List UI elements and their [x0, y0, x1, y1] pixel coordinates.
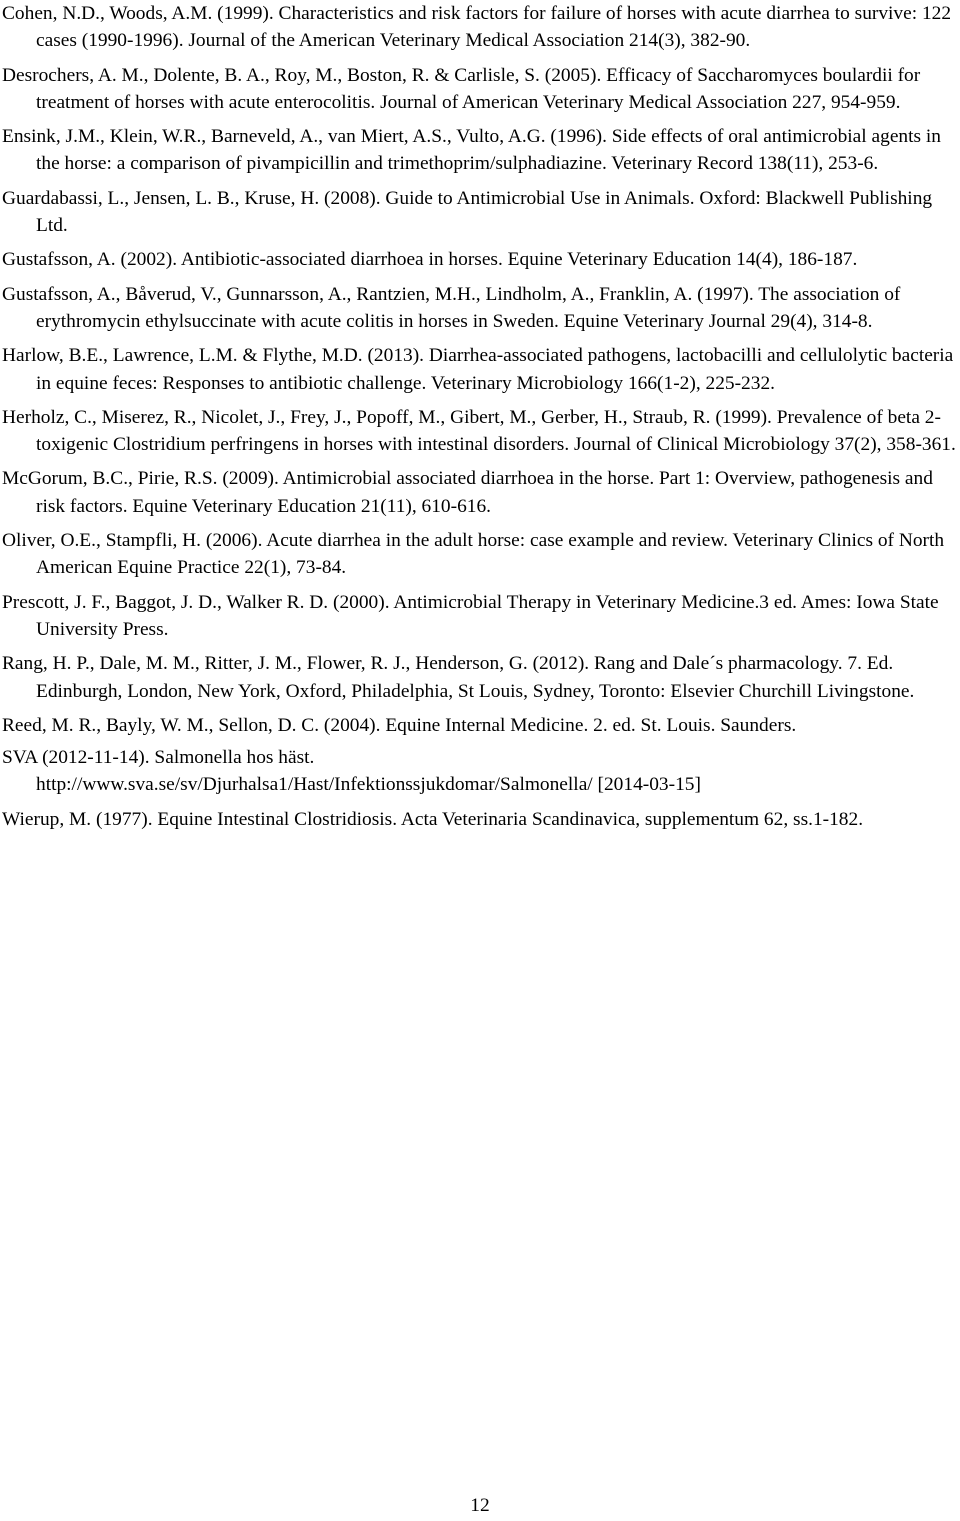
reference-entry-sva [2, 744, 958, 799]
reference-entry: Rang, H. P., Dale, M. M., Ritter, J. M., Flower, R. J., Henderson, G. (2012). Rang and Dale´s pharmacology. 7. Ed. Edinburgh, London, New York, Oxford, Philadelphia, St Louis, Sydney, Toronto: Elsevier Churchill Livingstone. [2, 653, 915, 702]
reference-entry: Harlow, B.E., Lawrence, L.M. & Flythe, M.D. (2013). Diarrhea-associated pathogens, lactobacilli and cellulolytic bacteria in equine feces: Responses to antibiotic challenge. Veterinary Microbiology 166(1-2), 225-232. [2, 345, 954, 394]
reference-entry: Herholz, C., Miserez, R., Nicolet, J., Frey, J., Popoff, M., Gibert, M., Gerber, H., Straub, R. (1999). Prevalence of beta 2-toxigenic Clostridium perfringens in horses with intestinal disorders. Journal of Clinical Microbiology 37(2), 358-361. [2, 406, 956, 456]
reference-entry: Reed, M. R., Bayly, W. M., Sellon, D. C. (2004). Equine Internal Medicine. 2. ed. St. Louis. Saunders. [2, 714, 797, 736]
reference-entry: Desrochers, A. M., Dolente, B. A., Roy, M., Boston, R. & Carlisle, S. (2005). Efficacy of Saccharomyces boulardii for treatment of horses with acute enterocolitis. Journal of American Veterinary Medical Association 227, 954-959. [2, 64, 921, 113]
reference-entry: Oliver, O.E., Stampfli, H. (2006). Acute diarrhea in the adult horse: case example and review. Veterinary Clinics of North American Equine Practice 22(1), 73-84. [2, 530, 945, 579]
page-number: 12 [470, 1495, 490, 1516]
reference-entry: Guardabassi, L., Jensen, L. B., Kruse, H. (2008). Guide to Antimicrobial Use in Animals. Oxford: Blackwell Publishing Ltd. [2, 187, 933, 237]
sva-reference-text: SVA (2012-11-14). Salmonella hos häst. [2, 747, 315, 769]
reference-entry: Gustafsson, A., Båverud, V., Gunnarsson, A., Rantzien, M.H., Lindholm, A., Franklin, A. (1997). The association of erythromycin ethylsuccinate with acute colitis in horses in Sweden. Equine Veterinary Journal 29(4), 314-8. [2, 283, 901, 332]
sva-reference-url[interactable]: http://www.sva.se/sv/Djurhalsa1/Hast/Infektionssjukdomar/Salmonella/ [2014-03-15] [36, 774, 701, 796]
reference-entry: Ensink, J.M., Klein, W.R., Barneveld, A., van Miert, A.S., Vulto, A.G. (1996). Side effects of oral antimicrobial agents in the horse: a comparison of pivampicillin and trimethoprim/sulphadiazine. Veterinary Record 138(11), 253-6. [2, 126, 941, 175]
reference-entry: Wierup, M. (1977). Equine Intestinal Clostridiosis. Acta Veterinaria Scandinavica, supplementum 62, ss.1-182. [2, 808, 864, 830]
reference-entry: Cohen, N.D., Woods, A.M. (1999). Characteristics and risk factors for failure of horses with acute diarrhea to survive: 122 cases (1990-1996). Journal of the American Veterinary Medical Association 214(3), 382-90. [2, 3, 952, 52]
reference-list [2, 0, 958, 840]
reference-entry: Gustafsson, A. (2002). Antibiotic-associated diarrhoea in horses. Equine Veterinary Education 14(4), 186-187. [2, 249, 858, 271]
reference-entry: McGorum, B.C., Pirie, R.S. (2009). Antimicrobial associated diarrhoea in the horse. Part 1: Overview, pathogenesis and risk factors. Equine Veterinary Education 21(11), 610-616. [2, 468, 933, 517]
reference-entry: Prescott, J. F., Baggot, J. D., Walker R. D. (2000). Antimicrobial Therapy in Veterinary Medicine.3 ed. Ames: Iowa State University Press. [2, 591, 939, 640]
